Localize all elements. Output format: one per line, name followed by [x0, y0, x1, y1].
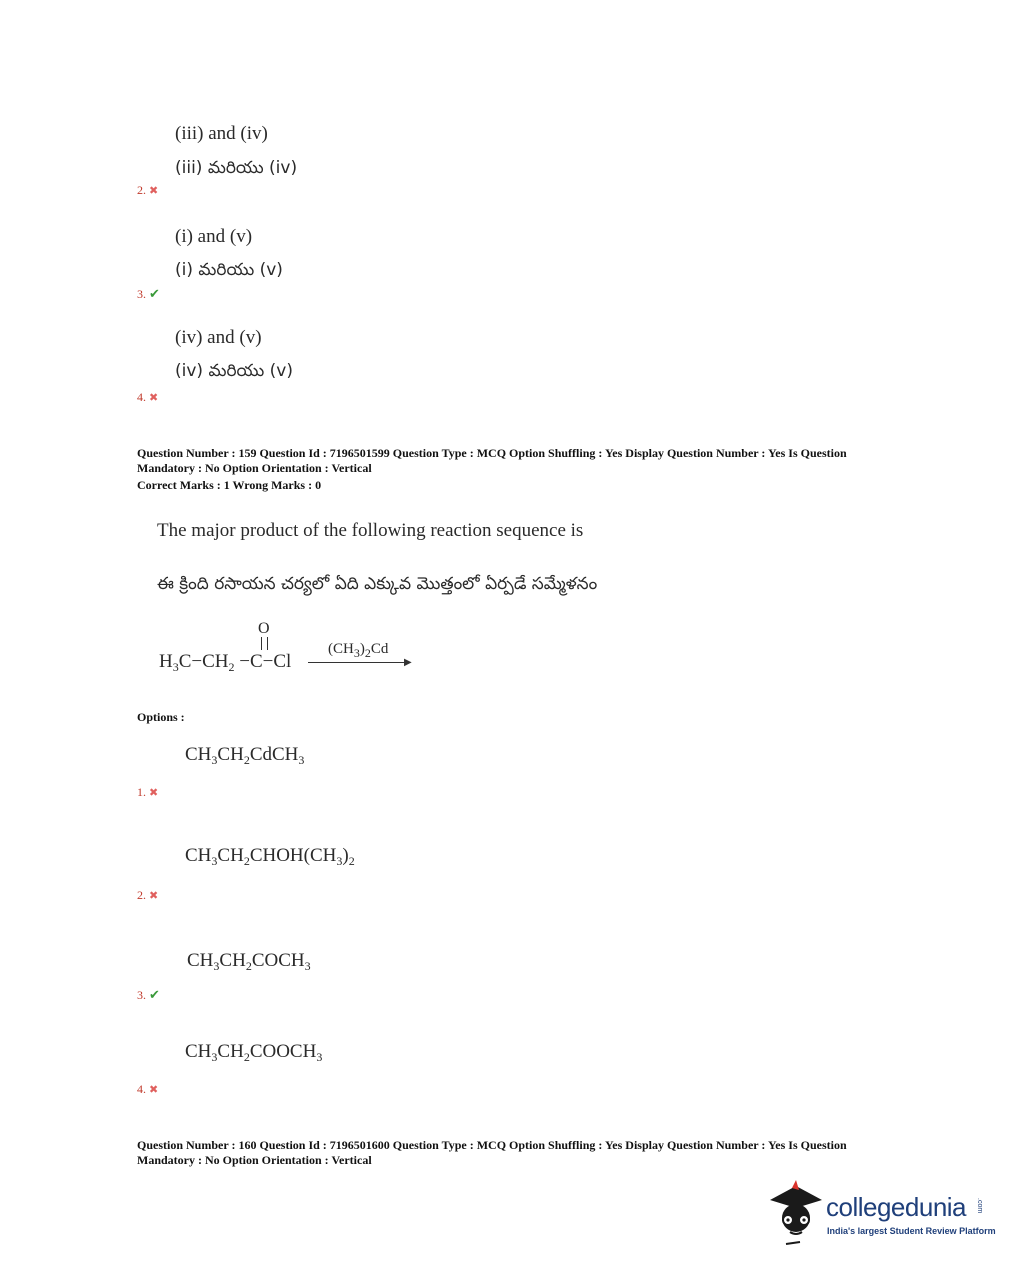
option-4-english: (iv) and (v) [175, 327, 262, 348]
logo-tagline: India's largest Student Review Platform [827, 1226, 996, 1236]
question-meta-line-2: Mandatory : No Option Orientation : Vertical [137, 1153, 372, 1167]
cross-mark-icon: ✖ [149, 1084, 159, 1096]
question-meta-line-1: Question Number : 160 Question Id : 7196501600 Question Type : MCQ Option Shuffling : Yes Display Question Number : Yes Is Question [137, 1138, 847, 1152]
option-2-english: (iii) and (iv) [175, 123, 268, 144]
question-stem-english: The major product of the following reaction sequence is [157, 520, 584, 541]
option-2-formula: $CH_3CH_2CHOH(CH_3)_2$ [185, 845, 355, 868]
question-marks: Correct Marks : 1 Wrong Marks : 0 [137, 478, 322, 492]
option-number-1: 1. ✖ [137, 785, 159, 799]
cross-mark-icon: ✖ [149, 392, 159, 404]
option-3-english: (i) and (v) [175, 226, 253, 247]
question-meta-line-1: Question Number : 159 Question Id : 7196501599 Question Type : MCQ Option Shuffling : Yes Display Question Number : Yes Is Question [137, 446, 847, 460]
check-mark-icon: ✔ [149, 286, 160, 301]
option-2-telugu: (iii) మరియు (iv) [175, 158, 298, 178]
option-number-4: 4. ✖ [137, 390, 159, 404]
option-number-2: 2. ✖ [137, 888, 159, 902]
cross-mark-icon: ✖ [149, 185, 159, 197]
mascot-icon [766, 1178, 826, 1248]
option-number-4: 4. ✖ [137, 1082, 159, 1096]
option-3-telugu: (i) మరియు (v) [175, 260, 283, 280]
option-1-formula: $CH_3CH_2CdCH_3$ [185, 744, 305, 767]
cross-mark-icon: ✖ [149, 787, 159, 799]
arrow-head-icon: ▶ [404, 657, 412, 668]
option-4-formula: $CH_3CH_2COOCH_3$ [185, 1041, 323, 1064]
option-number-3: 3. ✔ [137, 987, 160, 1002]
option-4-telugu: (iv) మరియు (v) [175, 361, 293, 381]
reagent: $(CH_3)_2Cd$ [328, 641, 389, 660]
reactant-formula: $H_3C-CH_2 -C-Cl$ [159, 651, 292, 674]
option-3-formula: $CH_3CH_2COCH_3$ [187, 950, 311, 973]
logo-tld: .com [976, 1198, 983, 1214]
double-bond [261, 637, 268, 650]
check-mark-icon: ✔ [149, 987, 160, 1002]
logo-name: collegedunia [826, 1192, 967, 1222]
question-meta-line-2: Mandatory : No Option Orientation : Vertical [137, 461, 372, 475]
cross-mark-icon: ✖ [149, 890, 159, 902]
carbonyl-oxygen: O [258, 620, 270, 637]
option-number-3: 3. ✔ [137, 286, 160, 301]
collegedunia-logo[interactable] [766, 1178, 996, 1248]
reaction-arrow [308, 662, 408, 663]
question-stem-telugu: ఈ క్రింది రసాయన చర్యలో ఏది ఎక్కువ మొత్తంలో ఏర్పడే సమ్మేళనం [157, 574, 598, 594]
options-label: Options : [137, 710, 185, 724]
option-number-2: 2. ✖ [137, 183, 159, 197]
